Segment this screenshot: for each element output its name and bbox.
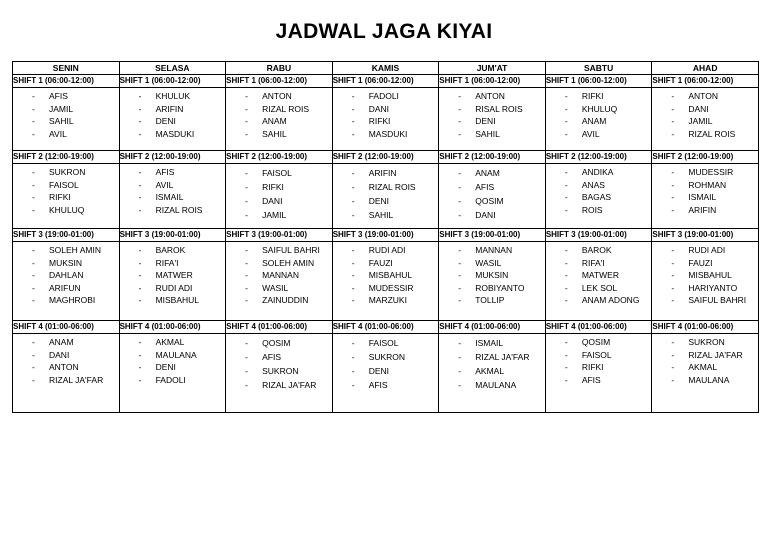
- list-item: - MISBAHUL: [120, 294, 226, 307]
- list-item: - ISMAIL: [439, 336, 545, 350]
- name-list: [13, 88, 119, 140]
- name-list: [333, 164, 439, 222]
- names-cell: [439, 334, 546, 413]
- names-cell: [545, 334, 652, 413]
- shift-label: SHIFT 4 (01:00-06:00): [13, 321, 120, 334]
- list-item: - DANI: [13, 349, 119, 362]
- names-cell: [119, 242, 226, 321]
- list-item: - ANAM: [439, 166, 545, 180]
- list-item: - ROBIYANTO: [439, 282, 545, 295]
- list-item: - KHULUQ: [13, 204, 119, 217]
- list-item: - SAIFUL BAHRI: [652, 294, 758, 307]
- list-item: - MAULANA: [120, 349, 226, 362]
- list-item: - ARIFIN: [333, 166, 439, 180]
- list-item: - FADOLI: [120, 374, 226, 387]
- name-list: [546, 334, 652, 386]
- list-item: - AVIL: [546, 128, 652, 141]
- list-item: - MUKSIN: [13, 257, 119, 270]
- list-item: - RIFKI: [546, 361, 652, 374]
- list-item: - FADOLI: [333, 90, 439, 103]
- list-item: - AFIS: [226, 350, 332, 364]
- names-cell: [332, 242, 439, 321]
- list-item: - TOLLIP: [439, 294, 545, 307]
- list-item: - FAISOL: [333, 336, 439, 350]
- shift-header-row: [13, 321, 759, 334]
- list-item: - SUKRON: [333, 350, 439, 364]
- list-item: - SAHIL: [226, 128, 332, 141]
- name-list: [333, 88, 439, 140]
- names-cell: [652, 242, 759, 321]
- list-item: - AVIL: [120, 179, 226, 192]
- list-item: - RIFKI: [333, 115, 439, 128]
- list-item: - MAGHROBI: [13, 294, 119, 307]
- shift-names-row: [13, 88, 759, 151]
- shift-label: SHIFT 3 (19:00-01:00): [226, 229, 333, 242]
- name-list: [120, 164, 226, 216]
- list-item: - BAROK: [120, 244, 226, 257]
- list-item: - BAGAS: [546, 191, 652, 204]
- shift-names-row: [13, 164, 759, 229]
- day-header: SABTU: [545, 62, 652, 75]
- names-cell: [226, 88, 333, 151]
- name-list: [546, 88, 652, 140]
- list-item: - SAIFUL BAHRI: [226, 244, 332, 257]
- name-list: [226, 164, 332, 222]
- shift-label: SHIFT 1 (06:00-12:00): [119, 75, 226, 88]
- names-cell: [652, 164, 759, 229]
- list-item: - MAULANA: [439, 378, 545, 392]
- list-item: - MANNAN: [226, 269, 332, 282]
- list-item: - RIZAL JA'FAR: [13, 374, 119, 387]
- shift-label: SHIFT 2 (12:00-19:00): [119, 151, 226, 164]
- list-item: - MATWER: [546, 269, 652, 282]
- name-list: [226, 334, 332, 392]
- list-item: - MAULANA: [652, 374, 758, 387]
- shift-label: SHIFT 2 (12:00-19:00): [332, 151, 439, 164]
- name-list: [652, 164, 758, 216]
- list-item: - RIFKI: [546, 90, 652, 103]
- list-item: - QOSIM: [226, 336, 332, 350]
- list-item: - DENI: [120, 115, 226, 128]
- list-item: - ANTON: [226, 90, 332, 103]
- list-item: - WASIL: [226, 282, 332, 295]
- names-cell: [332, 164, 439, 229]
- day-header: SENIN: [13, 62, 120, 75]
- list-item: - SAHIL: [13, 115, 119, 128]
- names-cell: [13, 164, 120, 229]
- list-item: - RIZAL JA'FAR: [652, 349, 758, 362]
- list-item: - ARIFUN: [13, 282, 119, 295]
- day-header: AHAD: [652, 62, 759, 75]
- list-item: - RIZAL ROIS: [226, 103, 332, 116]
- list-item: - AVIL: [13, 128, 119, 141]
- day-header-row: [13, 62, 759, 75]
- name-list: [13, 164, 119, 216]
- list-item: - FAISOL: [546, 349, 652, 362]
- shift-label: SHIFT 2 (12:00-19:00): [439, 151, 546, 164]
- list-item: - QOSIM: [546, 336, 652, 349]
- name-list: [120, 334, 226, 386]
- list-item: - KHULUK: [120, 90, 226, 103]
- shift-label: SHIFT 3 (19:00-01:00): [13, 229, 120, 242]
- names-cell: [332, 88, 439, 151]
- list-item: - DENI: [120, 361, 226, 374]
- list-item: - MARZUKI: [333, 294, 439, 307]
- list-item: - ANAM: [13, 336, 119, 349]
- names-cell: [13, 334, 120, 413]
- names-cell: [439, 164, 546, 229]
- names-cell: [13, 242, 120, 321]
- list-item: - RIZAL JA'FAR: [226, 378, 332, 392]
- name-list: [439, 334, 545, 392]
- list-item: - ANAS: [546, 179, 652, 192]
- name-list: [652, 334, 758, 386]
- name-list: [226, 242, 332, 307]
- list-item: - FAUZI: [333, 257, 439, 270]
- list-item: - ANAM: [546, 115, 652, 128]
- day-header: RABU: [226, 62, 333, 75]
- list-item: - DANI: [439, 208, 545, 222]
- names-cell: [545, 242, 652, 321]
- shift-names-row: [13, 334, 759, 413]
- list-item: - AKMAL: [120, 336, 226, 349]
- shift-label: SHIFT 1 (06:00-12:00): [545, 75, 652, 88]
- list-item: - RIFA'I: [546, 257, 652, 270]
- list-item: - SUKRON: [13, 166, 119, 179]
- name-list: [652, 88, 758, 140]
- list-item: - ANTON: [652, 90, 758, 103]
- name-list: [439, 242, 545, 307]
- list-item: - ISMAIL: [652, 191, 758, 204]
- shift-label: SHIFT 3 (19:00-01:00): [119, 229, 226, 242]
- list-item: - MASDUKI: [120, 128, 226, 141]
- shift-label: SHIFT 2 (12:00-19:00): [545, 151, 652, 164]
- list-item: - FAUZI: [652, 257, 758, 270]
- list-item: - RUDI ADI: [120, 282, 226, 295]
- list-item: - RISAL ROIS: [439, 103, 545, 116]
- list-item: - SOLEH AMIN: [226, 257, 332, 270]
- list-item: - MANNAN: [439, 244, 545, 257]
- list-item: - SUKRON: [226, 364, 332, 378]
- list-item: - RIFKI: [226, 180, 332, 194]
- names-cell: [439, 242, 546, 321]
- list-item: - DAHLAN: [13, 269, 119, 282]
- list-item: - RUDI ADI: [652, 244, 758, 257]
- list-item: - MUDESSIR: [652, 166, 758, 179]
- names-cell: [226, 242, 333, 321]
- name-list: [652, 242, 758, 307]
- list-item: - AKMAL: [652, 361, 758, 374]
- list-item: - RIFKI: [13, 191, 119, 204]
- name-list: [120, 88, 226, 140]
- list-item: - DENI: [333, 194, 439, 208]
- list-item: - DANI: [226, 194, 332, 208]
- list-item: - JAMIL: [13, 103, 119, 116]
- list-item: - MUDESSIR: [333, 282, 439, 295]
- list-item: - MATWER: [120, 269, 226, 282]
- list-item: - RIZAL ROIS: [333, 180, 439, 194]
- list-item: - DENI: [439, 115, 545, 128]
- name-list: [13, 334, 119, 386]
- list-item: - MUKSIN: [439, 269, 545, 282]
- list-item: - ISMAIL: [120, 191, 226, 204]
- list-item: - SAHIL: [333, 208, 439, 222]
- list-item: - MISBAHUL: [652, 269, 758, 282]
- list-item: - MISBAHUL: [333, 269, 439, 282]
- shift-label: SHIFT 1 (06:00-12:00): [439, 75, 546, 88]
- list-item: - FAISOL: [226, 166, 332, 180]
- names-cell: [652, 88, 759, 151]
- list-item: - AFIS: [546, 374, 652, 387]
- names-cell: [332, 334, 439, 413]
- list-item: - RIFA'I: [120, 257, 226, 270]
- shift-header-row: [13, 151, 759, 164]
- list-item: - WASIL: [439, 257, 545, 270]
- list-item: - AFIS: [439, 180, 545, 194]
- names-cell: [119, 334, 226, 413]
- shift-label: SHIFT 4 (01:00-06:00): [652, 321, 759, 334]
- list-item: - ANDIKA: [546, 166, 652, 179]
- list-item: - RUDI ADI: [333, 244, 439, 257]
- schedule-table: [12, 61, 759, 413]
- list-item: - AKMAL: [439, 364, 545, 378]
- list-item: - ARIFIN: [120, 103, 226, 116]
- names-cell: [439, 88, 546, 151]
- list-item: - ARIFIN: [652, 204, 758, 217]
- list-item: - AFIS: [333, 378, 439, 392]
- name-list: [120, 242, 226, 307]
- shift-header-row: [13, 229, 759, 242]
- list-item: - ANTON: [439, 90, 545, 103]
- shift-label: SHIFT 4 (01:00-06:00): [439, 321, 546, 334]
- name-list: [13, 242, 119, 307]
- list-item: - SOLEH AMIN: [13, 244, 119, 257]
- list-item: - BAROK: [546, 244, 652, 257]
- list-item: - DANI: [333, 103, 439, 116]
- list-item: - FAISOL: [13, 179, 119, 192]
- shift-label: SHIFT 4 (01:00-06:00): [545, 321, 652, 334]
- shift-label: SHIFT 2 (12:00-19:00): [652, 151, 759, 164]
- names-cell: [119, 164, 226, 229]
- name-list: [546, 164, 652, 216]
- list-item: - ANTON: [13, 361, 119, 374]
- list-item: - ROIS: [546, 204, 652, 217]
- list-item: - ZAINUDDIN: [226, 294, 332, 307]
- shift-label: SHIFT 4 (01:00-06:00): [119, 321, 226, 334]
- list-item: - DANI: [652, 103, 758, 116]
- name-list: [226, 88, 332, 140]
- shift-header-row: [13, 75, 759, 88]
- shift-label: SHIFT 4 (01:00-06:00): [332, 321, 439, 334]
- names-cell: [226, 334, 333, 413]
- shift-label: SHIFT 2 (12:00-19:00): [226, 151, 333, 164]
- names-cell: [119, 88, 226, 151]
- list-item: - RIZAL JA'FAR: [439, 350, 545, 364]
- list-item: - KHULUQ: [546, 103, 652, 116]
- list-item: - MASDUKI: [333, 128, 439, 141]
- names-cell: [13, 88, 120, 151]
- list-item: - QOSIM: [439, 194, 545, 208]
- shift-label: SHIFT 3 (19:00-01:00): [332, 229, 439, 242]
- name-list: [546, 242, 652, 307]
- list-item: - RIZAL ROIS: [120, 204, 226, 217]
- list-item: - SUKRON: [652, 336, 758, 349]
- list-item: - DENI: [333, 364, 439, 378]
- names-cell: [545, 88, 652, 151]
- name-list: [333, 334, 439, 392]
- name-list: [333, 242, 439, 307]
- list-item: - HARIYANTO: [652, 282, 758, 295]
- list-item: - JAMIL: [226, 208, 332, 222]
- names-cell: [652, 334, 759, 413]
- shift-label: SHIFT 1 (06:00-12:00): [332, 75, 439, 88]
- day-header: KAMIS: [332, 62, 439, 75]
- shift-label: SHIFT 1 (06:00-12:00): [226, 75, 333, 88]
- list-item: - AFIS: [13, 90, 119, 103]
- name-list: [439, 88, 545, 140]
- schedule-body: [13, 75, 759, 413]
- list-item: - AFIS: [120, 166, 226, 179]
- shift-names-row: [13, 242, 759, 321]
- list-item: - ROHMAN: [652, 179, 758, 192]
- names-cell: [545, 164, 652, 229]
- shift-label: SHIFT 4 (01:00-06:00): [226, 321, 333, 334]
- shift-label: SHIFT 1 (06:00-12:00): [13, 75, 120, 88]
- shift-label: SHIFT 3 (19:00-01:00): [652, 229, 759, 242]
- list-item: - ANAM ADONG: [546, 294, 652, 307]
- list-item: - RIZAL ROIS: [652, 128, 758, 141]
- day-header: SELASA: [119, 62, 226, 75]
- shift-label: SHIFT 1 (06:00-12:00): [652, 75, 759, 88]
- list-item: - JAMIL: [652, 115, 758, 128]
- shift-label: SHIFT 3 (19:00-01:00): [545, 229, 652, 242]
- shift-label: SHIFT 2 (12:00-19:00): [13, 151, 120, 164]
- names-cell: [226, 164, 333, 229]
- day-header: JUM'AT: [439, 62, 546, 75]
- list-item: - SAHIL: [439, 128, 545, 141]
- list-item: - ANAM: [226, 115, 332, 128]
- shift-label: SHIFT 3 (19:00-01:00): [439, 229, 546, 242]
- name-list: [439, 164, 545, 222]
- list-item: - LEK SOL: [546, 282, 652, 295]
- page-title: JADWAL JAGA KIYAI: [275, 20, 493, 43]
